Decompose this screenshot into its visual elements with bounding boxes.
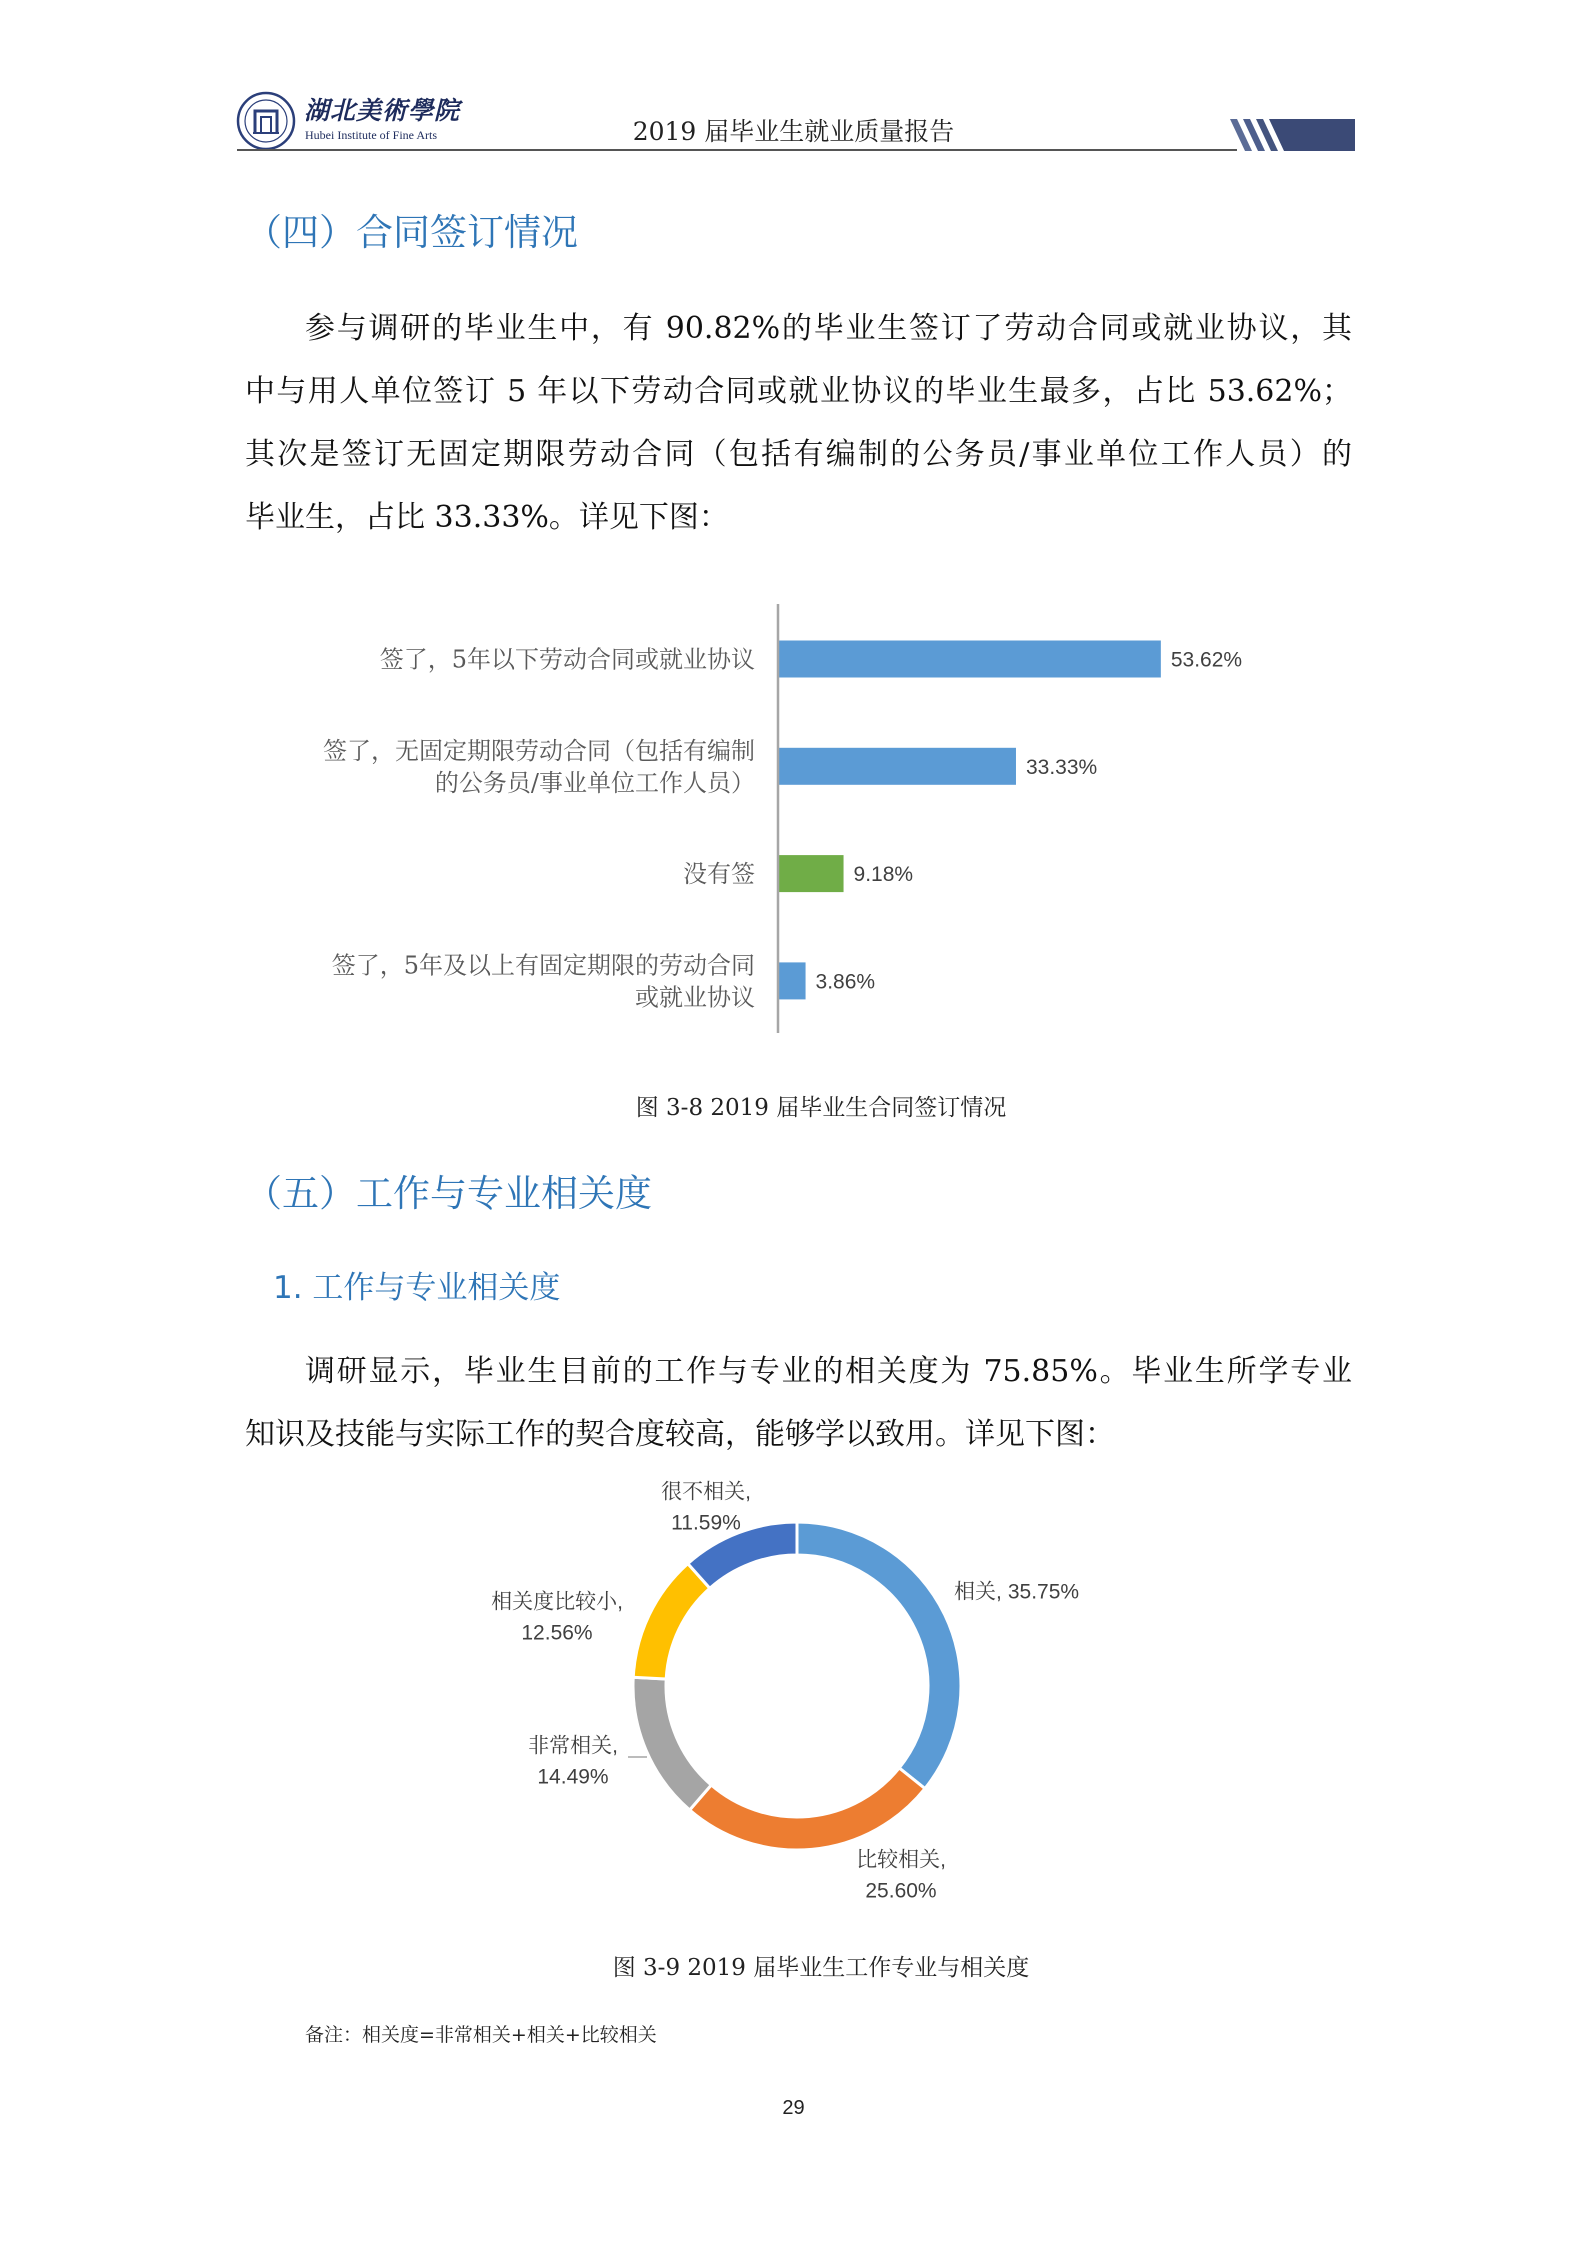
report-title: 2019 届毕业生就业质量报告 bbox=[632, 117, 955, 146]
bar-2 bbox=[778, 748, 1016, 785]
slice-label bbox=[856, 1849, 946, 1872]
page-number: 29 bbox=[782, 2097, 805, 2119]
slice-separator: , bbox=[940, 1848, 946, 1872]
category-label: 签了，5年以下劳动合同或就业协议 bbox=[379, 645, 755, 674]
paragraph-relevance bbox=[245, 1340, 1352, 1466]
contract-bar-chart bbox=[300, 595, 1300, 1045]
category-label: 签了，无固定期限劳动合同（包括有编制 bbox=[323, 736, 755, 765]
slice-label bbox=[954, 1581, 1079, 1604]
donut-slice-2 bbox=[690, 1768, 925, 1850]
subsection-heading: 1. 工作与专业相关度 bbox=[273, 1270, 561, 1306]
slice-label bbox=[491, 1591, 623, 1614]
header-rule bbox=[237, 149, 1237, 151]
category-label: 没有签 bbox=[683, 860, 755, 889]
slice-separator: , bbox=[745, 1480, 751, 1504]
paragraph-contract bbox=[245, 297, 1352, 549]
slice-value: 25.60% bbox=[865, 1879, 937, 1903]
footnote: 备注：相关度=非常相关+相关+比较相关 bbox=[305, 2024, 657, 2046]
donut-slice-4 bbox=[633, 1564, 710, 1679]
slice-name: 很不相关 bbox=[661, 1480, 746, 1504]
category-label: 签了，5年及以上有固定期限的劳动合同 bbox=[331, 951, 755, 980]
slice-name: 非常相关 bbox=[528, 1734, 613, 1758]
slice-value: 11.59% bbox=[671, 1511, 741, 1535]
bar-value-label: 9.18% bbox=[853, 863, 914, 887]
slice-name: 比较相关 bbox=[856, 1848, 941, 1872]
slice-separator: , bbox=[617, 1590, 623, 1614]
school-logo-english: Hubei Institute of Fine Arts bbox=[305, 128, 437, 142]
figure-caption-3-8: 图 3-8 2019 届毕业生合同签订情况 bbox=[635, 1095, 1007, 1121]
bar-4 bbox=[778, 962, 806, 999]
paragraph-line: 参与调研的毕业生中，有 90.82%的毕业生签订了劳动合同或就业协议，其 bbox=[305, 311, 1352, 346]
bar-1 bbox=[778, 641, 1161, 678]
relevance-donut-chart bbox=[450, 1460, 1150, 1920]
bar-value-label: 53.62% bbox=[1170, 648, 1243, 672]
bar-value-label: 3.86% bbox=[815, 970, 876, 994]
category-label: 或就业协议 bbox=[635, 983, 755, 1012]
slice-value: 35.75% bbox=[1007, 1580, 1080, 1604]
slice-name: 相关度比较小 bbox=[491, 1590, 618, 1614]
school-logo-text: 湖北美術學院 bbox=[304, 96, 461, 125]
paragraph-line: 知识及技能与实际工作的契合度较高，能够学以致用。详见下图： bbox=[245, 1417, 1115, 1452]
slice-label bbox=[528, 1735, 618, 1758]
donut-slice-1 bbox=[797, 1522, 961, 1789]
slice-separator: , bbox=[612, 1734, 618, 1758]
paragraph-line: 调研显示，毕业生目前的工作与专业的相关度为 75.85%。毕业生所学专业 bbox=[305, 1354, 1352, 1389]
paragraph-line: 毕业生，占比 33.33%。详见下图： bbox=[245, 500, 729, 535]
slice-label bbox=[661, 1481, 751, 1504]
slice-value: 14.49% bbox=[537, 1765, 609, 1789]
section-heading-relevance: （五）工作与专业相关度 bbox=[245, 1172, 652, 1215]
bar-3 bbox=[778, 855, 844, 892]
paragraph-line: 其次是签订无固定期限劳动合同（包括有编制的公务员/事业单位工作人员）的 bbox=[245, 437, 1352, 472]
slice-separator: , bbox=[996, 1580, 1002, 1604]
donut-slice-3 bbox=[633, 1677, 711, 1810]
deco-block bbox=[1269, 119, 1355, 151]
bar-value-label: 33.33% bbox=[1025, 755, 1098, 779]
paragraph-line: 中与用人单位签订 5 年以下劳动合同或就业协议的毕业生最多，占比 53.62%； bbox=[245, 374, 1352, 409]
header-decoration bbox=[1230, 119, 1355, 151]
category-label: 的公务员/事业单位工作人员） bbox=[434, 768, 755, 797]
slice-name: 相关 bbox=[954, 1580, 996, 1604]
figure-caption-3-9: 图 3-9 2019 届毕业生工作专业与相关度 bbox=[612, 1955, 1030, 1981]
section-heading-contract: （四）合同签订情况 bbox=[245, 211, 578, 254]
slice-value: 12.56% bbox=[521, 1621, 593, 1645]
